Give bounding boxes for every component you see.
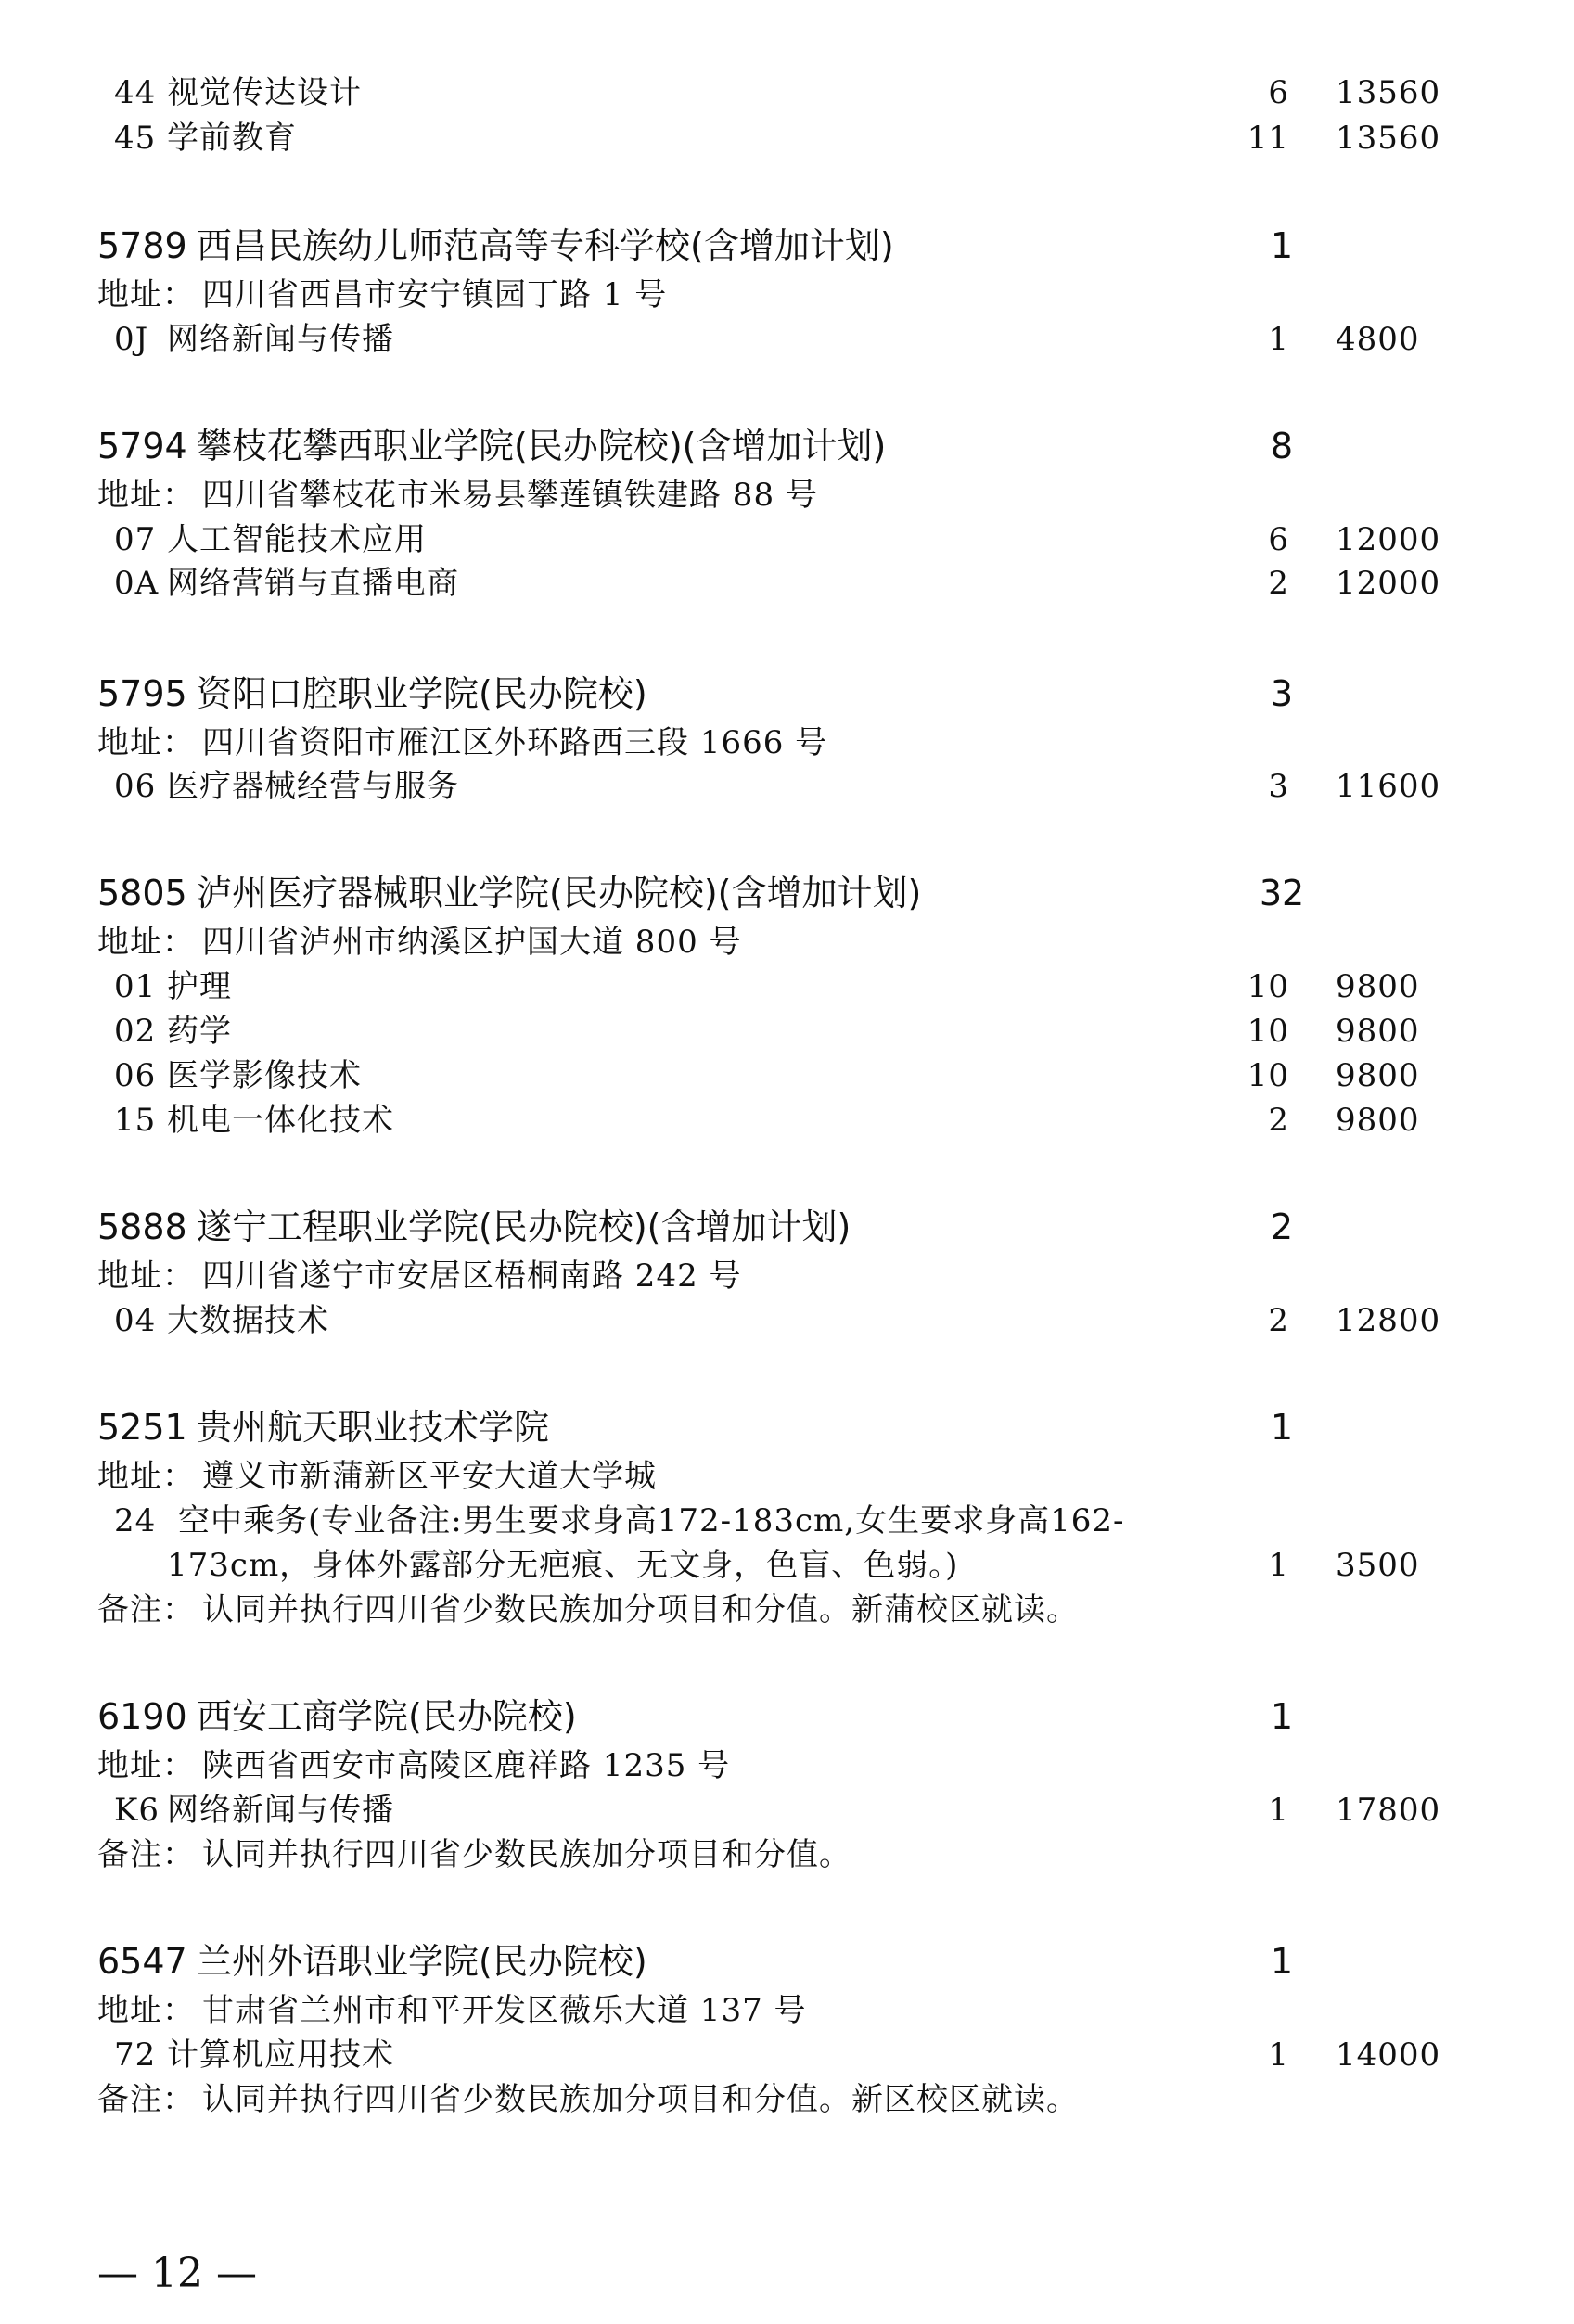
note-label: 备注： [97, 2081, 195, 2118]
school-code: 6547 [97, 1941, 187, 1982]
major-name: 大数据技术 [167, 1302, 329, 1339]
major-fee: 4800 [1336, 321, 1420, 358]
school-total: 1 [1270, 225, 1294, 266]
major-code: 24 [114, 1502, 157, 1539]
major-count: 1 [1268, 2037, 1289, 2074]
address-label: 地址： [97, 1258, 195, 1295]
major-name: 护理 [167, 968, 232, 1005]
major-name-line2: 173cm，身体外露部分无疤痕、无文身，色盲、色弱。) [167, 1547, 959, 1584]
major-name: 医学影像技术 [167, 1057, 362, 1094]
major-name-line1: 空中乘务(专业备注:男生要求身高172-183cm,女生要求身高162- [178, 1502, 1125, 1539]
address-label: 地址： [97, 1992, 195, 2029]
school-total: 1 [1270, 1696, 1294, 1737]
major-code: 15 [114, 1102, 157, 1139]
major-fee: 17800 [1336, 1792, 1441, 1829]
major-code: 06 [114, 768, 157, 805]
address-text: 四川省遂宁市安居区梧桐南路 242 号 [202, 1258, 742, 1295]
major-fee: 11600 [1336, 768, 1441, 805]
address-label: 地址： [97, 477, 195, 514]
major-name: 学前教育 [167, 120, 297, 157]
address-label: 地址： [97, 276, 195, 313]
major-name: 视觉传达设计 [167, 74, 362, 111]
major-code: 0A [114, 565, 160, 602]
major-count: 3 [1268, 768, 1289, 805]
major-name: 医疗器械经营与服务 [167, 768, 459, 805]
address-text: 陕西省西安市高陵区鹿祥路 1235 号 [202, 1747, 731, 1784]
major-code: 04 [114, 1302, 157, 1339]
school-code: 5789 [97, 225, 187, 266]
major-fee: 14000 [1336, 2037, 1441, 2074]
address-label: 地址： [97, 724, 195, 761]
school-name: 泸州医疗器械职业学院(民办院校)(含增加计划) [197, 873, 922, 913]
address-text: 四川省泸州市纳溪区护国大道 800 号 [202, 924, 742, 961]
school-code: 6190 [97, 1696, 187, 1737]
school-name: 兰州外语职业学院(民办院校) [197, 1941, 647, 1982]
major-count: 10 [1247, 1057, 1289, 1094]
school-name: 资阳口腔职业学院(民办院校) [197, 673, 647, 714]
major-fee: 3500 [1336, 1547, 1420, 1584]
major-count: 2 [1268, 565, 1289, 602]
major-fee: 9800 [1336, 1102, 1420, 1139]
major-count: 6 [1268, 74, 1289, 111]
major-name: 人工智能技术应用 [167, 521, 427, 558]
major-code: 01 [114, 968, 157, 1005]
major-code: 06 [114, 1057, 157, 1094]
major-fee: 13560 [1336, 120, 1441, 157]
major-name: 网络营销与直播电商 [167, 565, 459, 602]
major-name: 药学 [167, 1013, 232, 1050]
major-count: 10 [1247, 1013, 1289, 1050]
school-name: 贵州航天职业技术学院 [197, 1407, 550, 1448]
major-code: 44 [114, 74, 157, 111]
school-total: 1 [1270, 1407, 1294, 1448]
major-fee: 9800 [1336, 968, 1420, 1005]
major-code: 72 [114, 2037, 157, 2074]
address-label: 地址： [97, 1458, 195, 1495]
note-text: 认同并执行四川省少数民族加分项目和分值。新蒲校区就读。 [202, 1591, 1079, 1628]
major-fee: 12000 [1336, 565, 1441, 602]
major-code: 07 [114, 521, 157, 558]
major-fee: 12000 [1336, 521, 1441, 558]
address-text: 甘肃省兰州市和平开发区薇乐大道 137 号 [202, 1992, 807, 2029]
major-code: 02 [114, 1013, 157, 1050]
major-count: 2 [1268, 1302, 1289, 1339]
major-count: 11 [1247, 120, 1289, 157]
school-total: 8 [1270, 426, 1294, 466]
major-count: 1 [1268, 1792, 1289, 1829]
school-total: 2 [1270, 1207, 1294, 1247]
address-text: 遵义市新蒲新区平安大道大学城 [202, 1458, 657, 1495]
major-count: 10 [1247, 968, 1289, 1005]
major-count: 2 [1268, 1102, 1289, 1139]
address-text: 四川省资阳市雁江区外环路西三段 1666 号 [202, 724, 828, 761]
major-count: 1 [1268, 321, 1289, 358]
major-fee: 12800 [1336, 1302, 1441, 1339]
school-name: 西安工商学院(民办院校) [197, 1696, 577, 1737]
major-code: 45 [114, 120, 157, 157]
major-code: 0J [114, 321, 149, 358]
note-label: 备注： [97, 1836, 195, 1873]
address-label: 地址： [97, 924, 195, 961]
major-name: 网络新闻与传播 [167, 1792, 394, 1829]
school-total: 1 [1270, 1941, 1294, 1982]
major-fee: 9800 [1336, 1013, 1420, 1050]
note-text: 认同并执行四川省少数民族加分项目和分值。新区校区就读。 [202, 2081, 1079, 2118]
school-name: 遂宁工程职业学院(民办院校)(含增加计划) [197, 1207, 851, 1247]
major-name: 机电一体化技术 [167, 1102, 394, 1139]
page-number: — 12 — [97, 2250, 257, 2297]
school-total: 3 [1270, 673, 1294, 714]
major-name: 计算机应用技术 [167, 2037, 394, 2074]
school-code: 5251 [97, 1407, 187, 1448]
address-text: 四川省西昌市安宁镇园丁路 1 号 [202, 276, 668, 313]
school-name: 攀枝花攀西职业学院(民办院校)(含增加计划) [197, 426, 887, 466]
school-code: 5805 [97, 873, 187, 913]
major-fee: 9800 [1336, 1057, 1420, 1094]
school-code: 5888 [97, 1207, 187, 1247]
major-count: 1 [1268, 1547, 1289, 1584]
major-name: 网络新闻与传播 [167, 321, 394, 358]
school-total: 32 [1259, 873, 1305, 913]
address-text: 四川省攀枝花市米易县攀莲镇铁建路 88 号 [202, 477, 818, 514]
note-text: 认同并执行四川省少数民族加分项目和分值。 [202, 1836, 851, 1873]
school-name: 西昌民族幼儿师范高等专科学校(含增加计划) [197, 225, 894, 266]
address-label: 地址： [97, 1747, 195, 1784]
school-code: 5794 [97, 426, 187, 466]
note-label: 备注： [97, 1591, 195, 1628]
major-code: K6 [114, 1792, 160, 1829]
major-count: 6 [1268, 521, 1289, 558]
major-fee: 13560 [1336, 74, 1441, 111]
school-code: 5795 [97, 673, 187, 714]
